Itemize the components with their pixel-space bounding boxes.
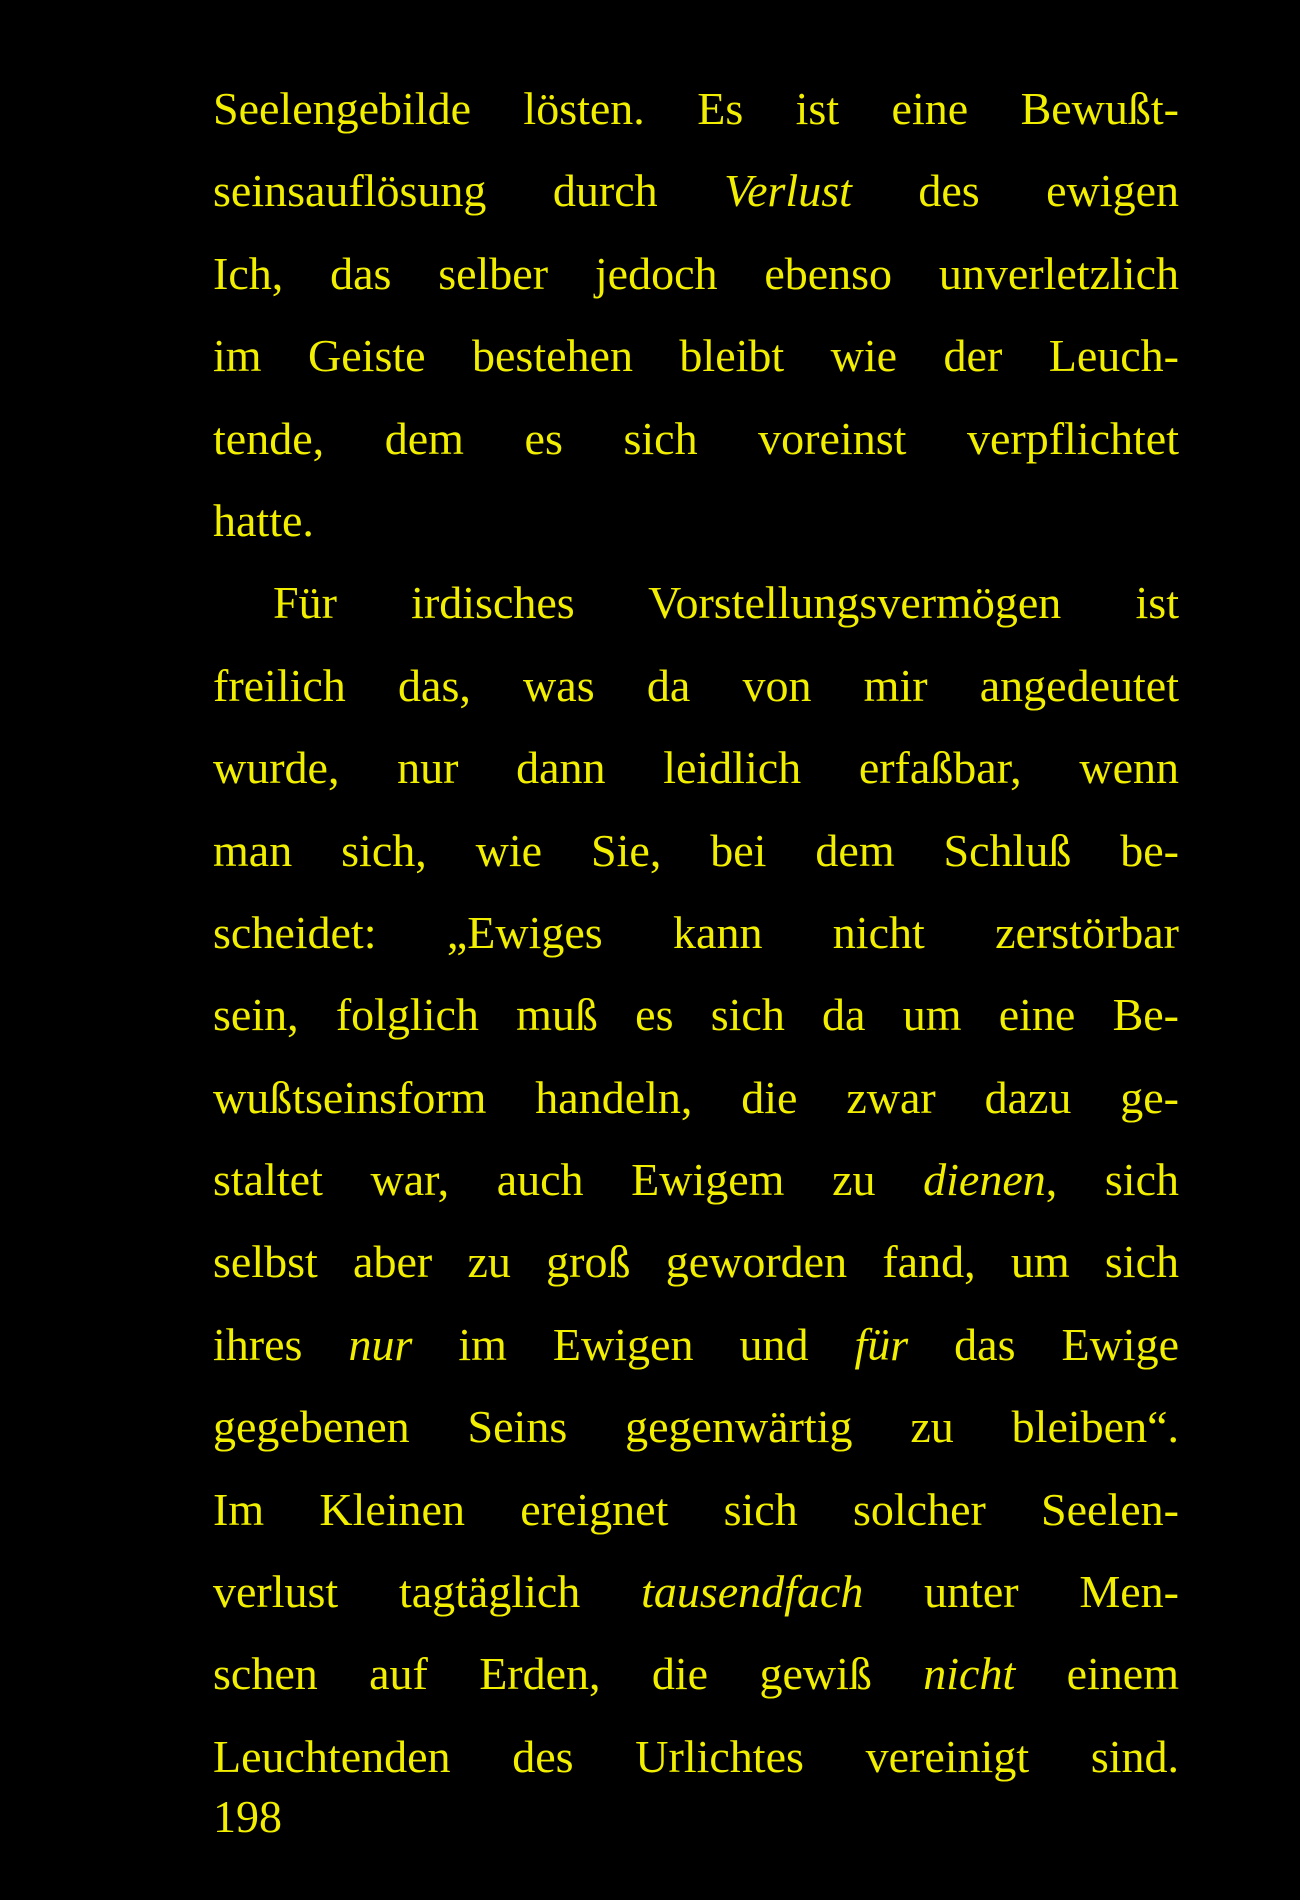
text-line: Leuchtenden des Urlichtes vereinigt sind.: [213, 1730, 1179, 1782]
text-span: verlust tagtäglich: [213, 1566, 642, 1618]
page-number: 198: [213, 1791, 282, 1842]
text-line: Für irdisches Vorstellungsvermögen ist: [273, 577, 1179, 629]
emphasis-text: Verlust: [724, 165, 852, 217]
text-line: sein, folglich muß es sich da um eine Be-: [213, 989, 1179, 1041]
text-span: unter Men-: [863, 1566, 1179, 1618]
text-line: Seelengebilde lösten. Es ist eine Bewußt-: [213, 83, 1179, 134]
text-span: staltet war, auch Ewigem zu: [213, 1154, 924, 1206]
text-line: wurde, nur dann leidlich erfaßbar, wenn: [213, 742, 1179, 794]
text-line: im Geiste bestehen bleibt wie der Leuch-: [213, 330, 1179, 382]
emphasis-text: nur: [348, 1318, 413, 1370]
text-span: seinsauflösung durch: [213, 165, 725, 217]
text-span: das Ewige: [908, 1318, 1180, 1370]
text-line: [213, 1304, 1179, 1386]
emphasis-text: dienen: [923, 1154, 1046, 1206]
body-text: [213, 68, 1179, 1798]
text-span: , sich: [1045, 1154, 1179, 1206]
paragraph-2: [213, 562, 1179, 1798]
text-line: tende, dem es sich voreinst verpflichtet: [213, 412, 1179, 464]
text-span: ihres: [213, 1318, 349, 1370]
text-line: man sich, wie Sie, bei dem Schluß be-: [213, 824, 1179, 876]
paragraph-1: [213, 68, 1179, 562]
text-line: [213, 1551, 1179, 1633]
text-line: hatte.: [213, 494, 314, 546]
text-line: [213, 1139, 1179, 1221]
text-line: scheidet: „Ewiges kann nicht zerstörbar: [213, 906, 1179, 958]
text-line: [213, 1633, 1179, 1715]
text-line: gegebenen Seins gegenwärtig zu bleiben“.: [213, 1401, 1179, 1453]
text-line: freilich das, was da von mir angedeutet: [213, 659, 1179, 711]
text-line: selbst aber zu groß geworden fand, um sich: [213, 1236, 1179, 1288]
text-line: Ich, das selber jedoch ebenso unverletzlich: [213, 247, 1179, 299]
text-span: des ewigen: [851, 165, 1179, 217]
emphasis-text: für: [854, 1318, 909, 1370]
text-span: schen auf Erden, die gewiß: [213, 1648, 924, 1700]
text-line: Im Kleinen ereignet sich solcher Seelen-: [213, 1483, 1179, 1535]
text-span: im Ewigen und: [412, 1318, 855, 1370]
text-span: einem: [1015, 1648, 1179, 1700]
emphasis-text: nicht: [923, 1648, 1016, 1700]
text-line: wußtseinsform handeln, die zwar dazu ge-: [213, 1071, 1179, 1123]
text-line: [213, 150, 1179, 232]
emphasis-text: tausendfach: [641, 1566, 864, 1618]
